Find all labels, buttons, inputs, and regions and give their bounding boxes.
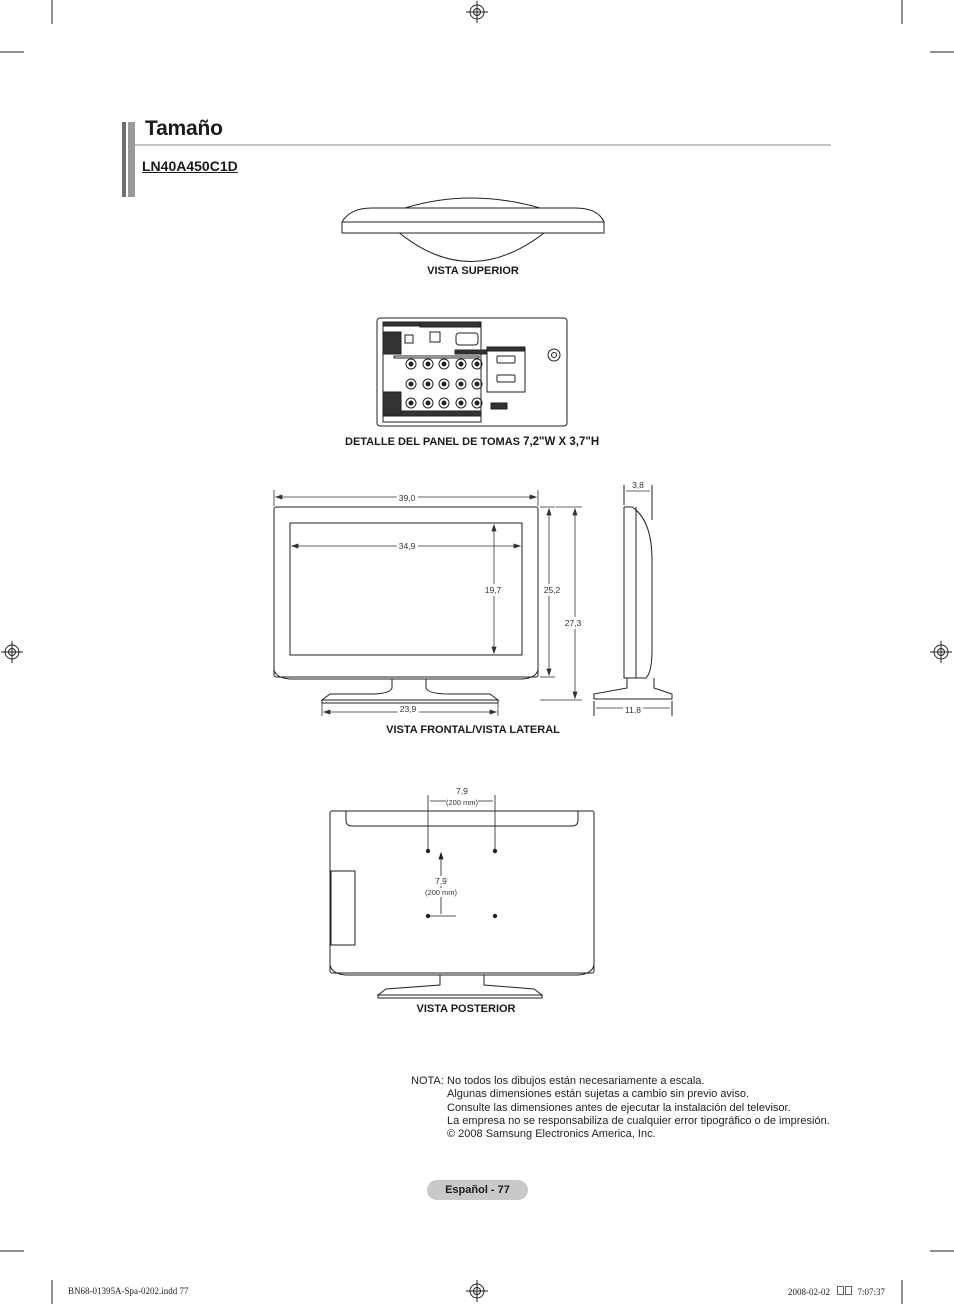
dim-total-height: 27,3	[564, 618, 582, 628]
note-line: No todos los dibujos están necesariamente a escala.	[447, 1075, 705, 1087]
dim-vesa-vertical: 7,9	[435, 876, 447, 886]
dim-vesa-horizontal: 7,9	[456, 786, 468, 796]
rear-view-drawing	[330, 811, 594, 998]
note-line: © 2008 Samsung Electronics America, Inc.	[447, 1128, 656, 1141]
jack-panel-caption	[345, 436, 599, 448]
dim-stand-width: 23,9	[399, 704, 417, 714]
dim-depth-top: 3,8	[632, 480, 644, 490]
footer-file: BN68-01395A-Spa-0202.indd 77	[68, 1286, 189, 1296]
dim-vesa-vertical-mm: (200 mm)	[424, 888, 458, 897]
section-title: Tamaño	[145, 117, 223, 140]
registration-mark-top	[466, 1, 488, 23]
registration-mark-right	[930, 641, 952, 663]
note-line: La empresa no se responsabiliza de cualquier error tipográfico o de impresión.	[447, 1114, 830, 1127]
side-view-drawing	[594, 485, 672, 716]
footer-date-value: 2008-02-02	[788, 1287, 830, 1297]
page-number-badge: Español - 77	[427, 1180, 528, 1200]
jack-panel-caption-label: DETALLE DEL PANEL DE TOMAS	[345, 436, 520, 448]
dim-overall-width: 39,0	[398, 493, 416, 503]
note-line: Algunas dimensiones están sujetas a cambio sin previo aviso.	[447, 1088, 750, 1101]
vesa-mount-points	[426, 795, 497, 918]
registration-mark-left	[1, 641, 23, 663]
dim-vesa-horizontal-mm: (200 mm)	[445, 798, 479, 807]
registration-mark-bottom	[466, 1280, 488, 1302]
footer-time: 7:07:37	[857, 1287, 886, 1297]
note-block	[411, 1075, 830, 1141]
model-number: LN40A450C1D	[142, 158, 238, 174]
dim-stand-depth: 11,8	[625, 705, 641, 715]
dim-panel-height: 25,2	[543, 585, 561, 595]
front-side-view-caption: VISTA FRONTAL/VISTA LATERAL	[386, 724, 560, 736]
front-dimension-lines	[274, 490, 582, 716]
note-label: NOTA:	[411, 1075, 444, 1087]
front-view-drawing	[274, 507, 538, 703]
jack-panel-drawing	[377, 318, 567, 426]
note-line: Consulte las dimensiones antes de ejecutar la instalación del televisor.	[447, 1101, 791, 1114]
dim-screen-height: 19,7	[484, 585, 502, 595]
glyph-box-icon	[845, 1286, 852, 1295]
top-view-drawing	[342, 198, 604, 262]
jack-panel-size: 7,2"W X 3,7"H	[523, 436, 600, 448]
glyph-box-icon	[837, 1286, 844, 1295]
dim-screen-width: 34,9	[398, 541, 416, 551]
footer-date	[788, 1286, 885, 1297]
top-view-caption: VISTA SUPERIOR	[427, 265, 519, 277]
rear-view-caption: VISTA POSTERIOR	[416, 1003, 516, 1015]
